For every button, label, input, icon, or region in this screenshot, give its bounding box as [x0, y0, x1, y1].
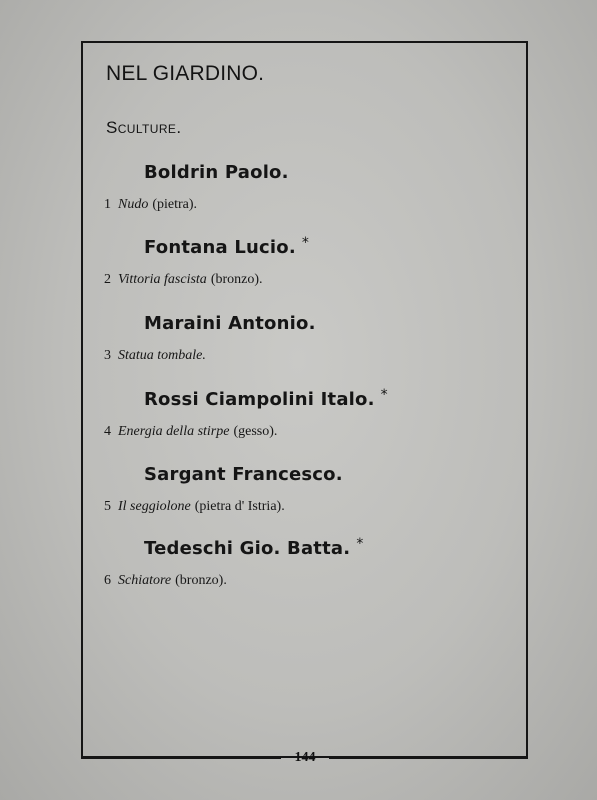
work-number: 5 — [104, 499, 111, 514]
work-material: (pietra). — [152, 197, 198, 212]
work-line — [104, 573, 227, 589]
work-number: 2 — [104, 272, 111, 287]
work-number: 1 — [104, 197, 111, 212]
asterisk-mark: * — [356, 536, 364, 552]
work-title: Nudo — [118, 197, 149, 212]
work-number: 3 — [104, 348, 111, 363]
artist-entry — [0, 162, 597, 226]
artist-entry — [0, 538, 597, 602]
page-number: 144 — [294, 750, 316, 765]
page-title: NEL GIARDINO. — [106, 62, 265, 85]
artist-name: Maraini Antonio. — [144, 313, 316, 334]
artist-name: Fontana Lucio. * — [144, 235, 310, 258]
artist-name: Boldrin Paolo. — [144, 162, 289, 183]
work-line — [104, 499, 285, 515]
artist-entry — [0, 389, 597, 453]
artist-entry — [0, 237, 597, 301]
work-title: Energia della stirpe — [118, 424, 230, 439]
section-title: Sculture. — [106, 118, 182, 137]
work-title: Vittoria fascista — [118, 272, 207, 287]
work-number: 6 — [104, 573, 111, 588]
work-title: Statua tombale. — [118, 348, 206, 363]
work-title: Schiatore — [118, 573, 172, 588]
page-footer — [81, 750, 528, 777]
artist-entry — [0, 313, 597, 377]
work-title: Il seggiolone — [118, 499, 191, 514]
work-material: (bronzo). — [210, 272, 263, 287]
artist-name: Sargant Francesco. — [144, 464, 343, 485]
work-line — [104, 272, 263, 288]
artist-entry — [0, 464, 597, 528]
footer-rule-right — [329, 757, 528, 759]
asterisk-mark: * — [301, 235, 310, 251]
work-line — [104, 348, 210, 364]
artist-name: Tedeschi Gio. Batta. * — [144, 536, 364, 559]
work-line — [104, 197, 197, 213]
work-line — [104, 424, 277, 440]
asterisk-mark: * — [380, 387, 388, 403]
artist-name: Rossi Ciampolini Italo. * — [144, 387, 388, 410]
work-number: 4 — [104, 424, 111, 439]
work-material: (gesso). — [233, 424, 278, 439]
work-material: (bronzo). — [175, 573, 227, 588]
work-material: (pietra d' Istria). — [194, 499, 285, 514]
footer-rule-left — [81, 757, 281, 759]
